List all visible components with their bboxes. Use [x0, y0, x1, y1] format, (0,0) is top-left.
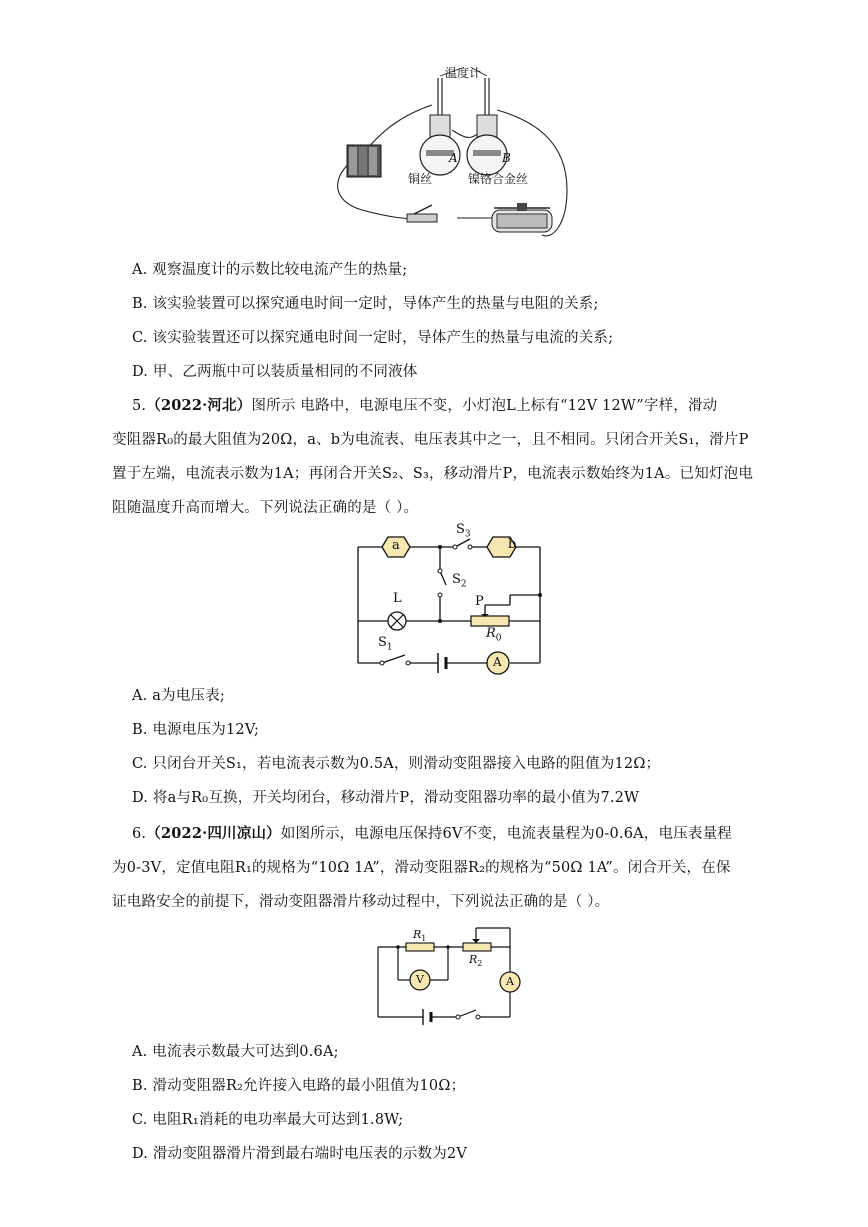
- q5-line-2: 变阻器R₀的最大阻值为20Ω，a、b为电流表、电压表其中之一，且不相同。只闭合开关S₁，滑片P: [112, 432, 749, 448]
- q5-option-c: C. 只闭台开关S₁，若电流表示数为0.5A，则滑动变阻器接入电路的阻值为12Ω；: [132, 756, 661, 772]
- q6-r1-sub: 1: [421, 934, 427, 944]
- q6-voltmeter-label: V: [416, 973, 424, 986]
- q6-text-1: 如图所示，电源电压保持6V不变，电流表量程为0-0.6A，电压表量程: [280, 826, 733, 842]
- q6-ammeter-label: A: [506, 975, 514, 988]
- q5-meter-b-label: b: [508, 537, 517, 552]
- label-copper-wire: 铜丝: [408, 172, 433, 186]
- q5-option-a: A. a为电压表;: [132, 688, 226, 704]
- q4-option-d: D. 甲、乙两瓶中可以装质量相同的不同液体: [132, 364, 418, 380]
- q5-switch3-symbol: S: [456, 522, 465, 537]
- label-thermometer: 温度计: [445, 66, 482, 80]
- q5-source: （2022·河北）: [146, 397, 252, 414]
- label-flask-b: B: [502, 151, 511, 165]
- q6-option-a: A. 电流表示数最大可达到0.6A;: [132, 1044, 339, 1060]
- q5-line-1: [132, 394, 717, 415]
- battery-pack-icon: [347, 145, 381, 177]
- q6-option-d: D. 滑动变阻器滑片滑到最右端时电压表的示数为2V: [132, 1146, 468, 1162]
- q6-option-b: B. 滑动变阻器R₂允许接入电路的最小阻值为10Ω；: [132, 1078, 466, 1094]
- resistor-r1-icon: [406, 943, 434, 951]
- q5-rheostat-sub: 0: [495, 633, 502, 644]
- q5-line-4: 阻随温度升高而增大。下列说法正确的是（ ）。: [112, 500, 419, 516]
- q5-switch2-sub: 2: [460, 579, 467, 590]
- q6-r2-symbol: R: [469, 953, 478, 966]
- q6-option-c: C. 电阻R₁消耗的电功率最大可达到1.8W;: [132, 1112, 404, 1128]
- q5-option-b: B. 电源电压为12V;: [132, 722, 260, 738]
- heating-apparatus-figure: [322, 60, 572, 250]
- q5-ammeter-label: A: [493, 655, 502, 669]
- q5-switch3-label: [456, 522, 471, 540]
- q5-switch2-label: [452, 572, 467, 590]
- q5-slider-label: P: [475, 594, 484, 609]
- q5-meter-a-label: a: [392, 538, 400, 553]
- q6-number: 6.: [132, 826, 147, 842]
- q6-r2-sub: 2: [477, 959, 483, 969]
- rheostat-r0-icon: [471, 616, 509, 626]
- q5-switch2-symbol: S: [452, 572, 461, 587]
- q5-switch1-label: [378, 635, 393, 653]
- q5-rheostat-label: [486, 626, 502, 644]
- flask-a-icon: [420, 115, 460, 175]
- q5-switch3-sub: 3: [464, 529, 471, 540]
- q5-switch1-sub: 1: [386, 642, 393, 653]
- label-flask-a: A: [449, 151, 458, 165]
- rheostat-icon: [492, 203, 552, 232]
- q6-line-2: 为0-3V，定值电阻R₁的规格为“10Ω 1A”，滑动变阻器R₂的规格为“50Ω 1A”。闭合开关，在保: [112, 860, 731, 876]
- label-nichrome-wire: 镍铬合金丝: [468, 172, 529, 186]
- q4-option-a: A. 观察温度计的示数比较电流产生的热量;: [132, 262, 408, 278]
- q6-r1-label: [413, 928, 426, 943]
- q5-line-3: 置于左端，电流表示数为1A；再闭合开关S₂、S₃，移动滑片P，电流表示数始终为1A。已知灯泡电: [112, 466, 754, 482]
- q5-option-d: D. 将a与R₀互换，开关均闭台，移动滑片P，滑动变阻器功率的最小值为7.2W: [132, 790, 640, 806]
- q4-option-b: B. 该实验装置可以探究通电时间一定时，导体产生的热量与电阻的关系;: [132, 296, 599, 312]
- q4-option-c: C. 该实验装置还可以探究通电时间一定时，导体产生的热量与电流的关系;: [132, 330, 614, 346]
- q5-lamp-label: L: [393, 591, 402, 606]
- q6-circuit-diagram: [368, 922, 528, 1027]
- q6-r2-label: [469, 953, 482, 968]
- knife-switch-icon: [407, 205, 437, 222]
- q6-source: （2022·四川凉山）: [146, 825, 281, 842]
- q5-rheostat-symbol: R: [486, 626, 496, 641]
- q6-r1-symbol: R: [413, 928, 422, 941]
- lamp-icon: [388, 612, 406, 630]
- q6-line-3: 证电路安全的前提下，滑动变阻器滑片移动过程中，下列说法正确的是（ ）。: [112, 894, 610, 910]
- q5-switch1-symbol: S: [378, 635, 387, 650]
- q6-line-1: [132, 822, 732, 843]
- q5-text-1: 图所示 电路中，电源电压不变，小灯泡L上标有“12V 12W”字样，滑动: [251, 398, 718, 414]
- q5-number: 5.: [132, 398, 147, 414]
- flask-b-icon: [467, 115, 507, 175]
- rheostat-r2-icon: [463, 943, 491, 951]
